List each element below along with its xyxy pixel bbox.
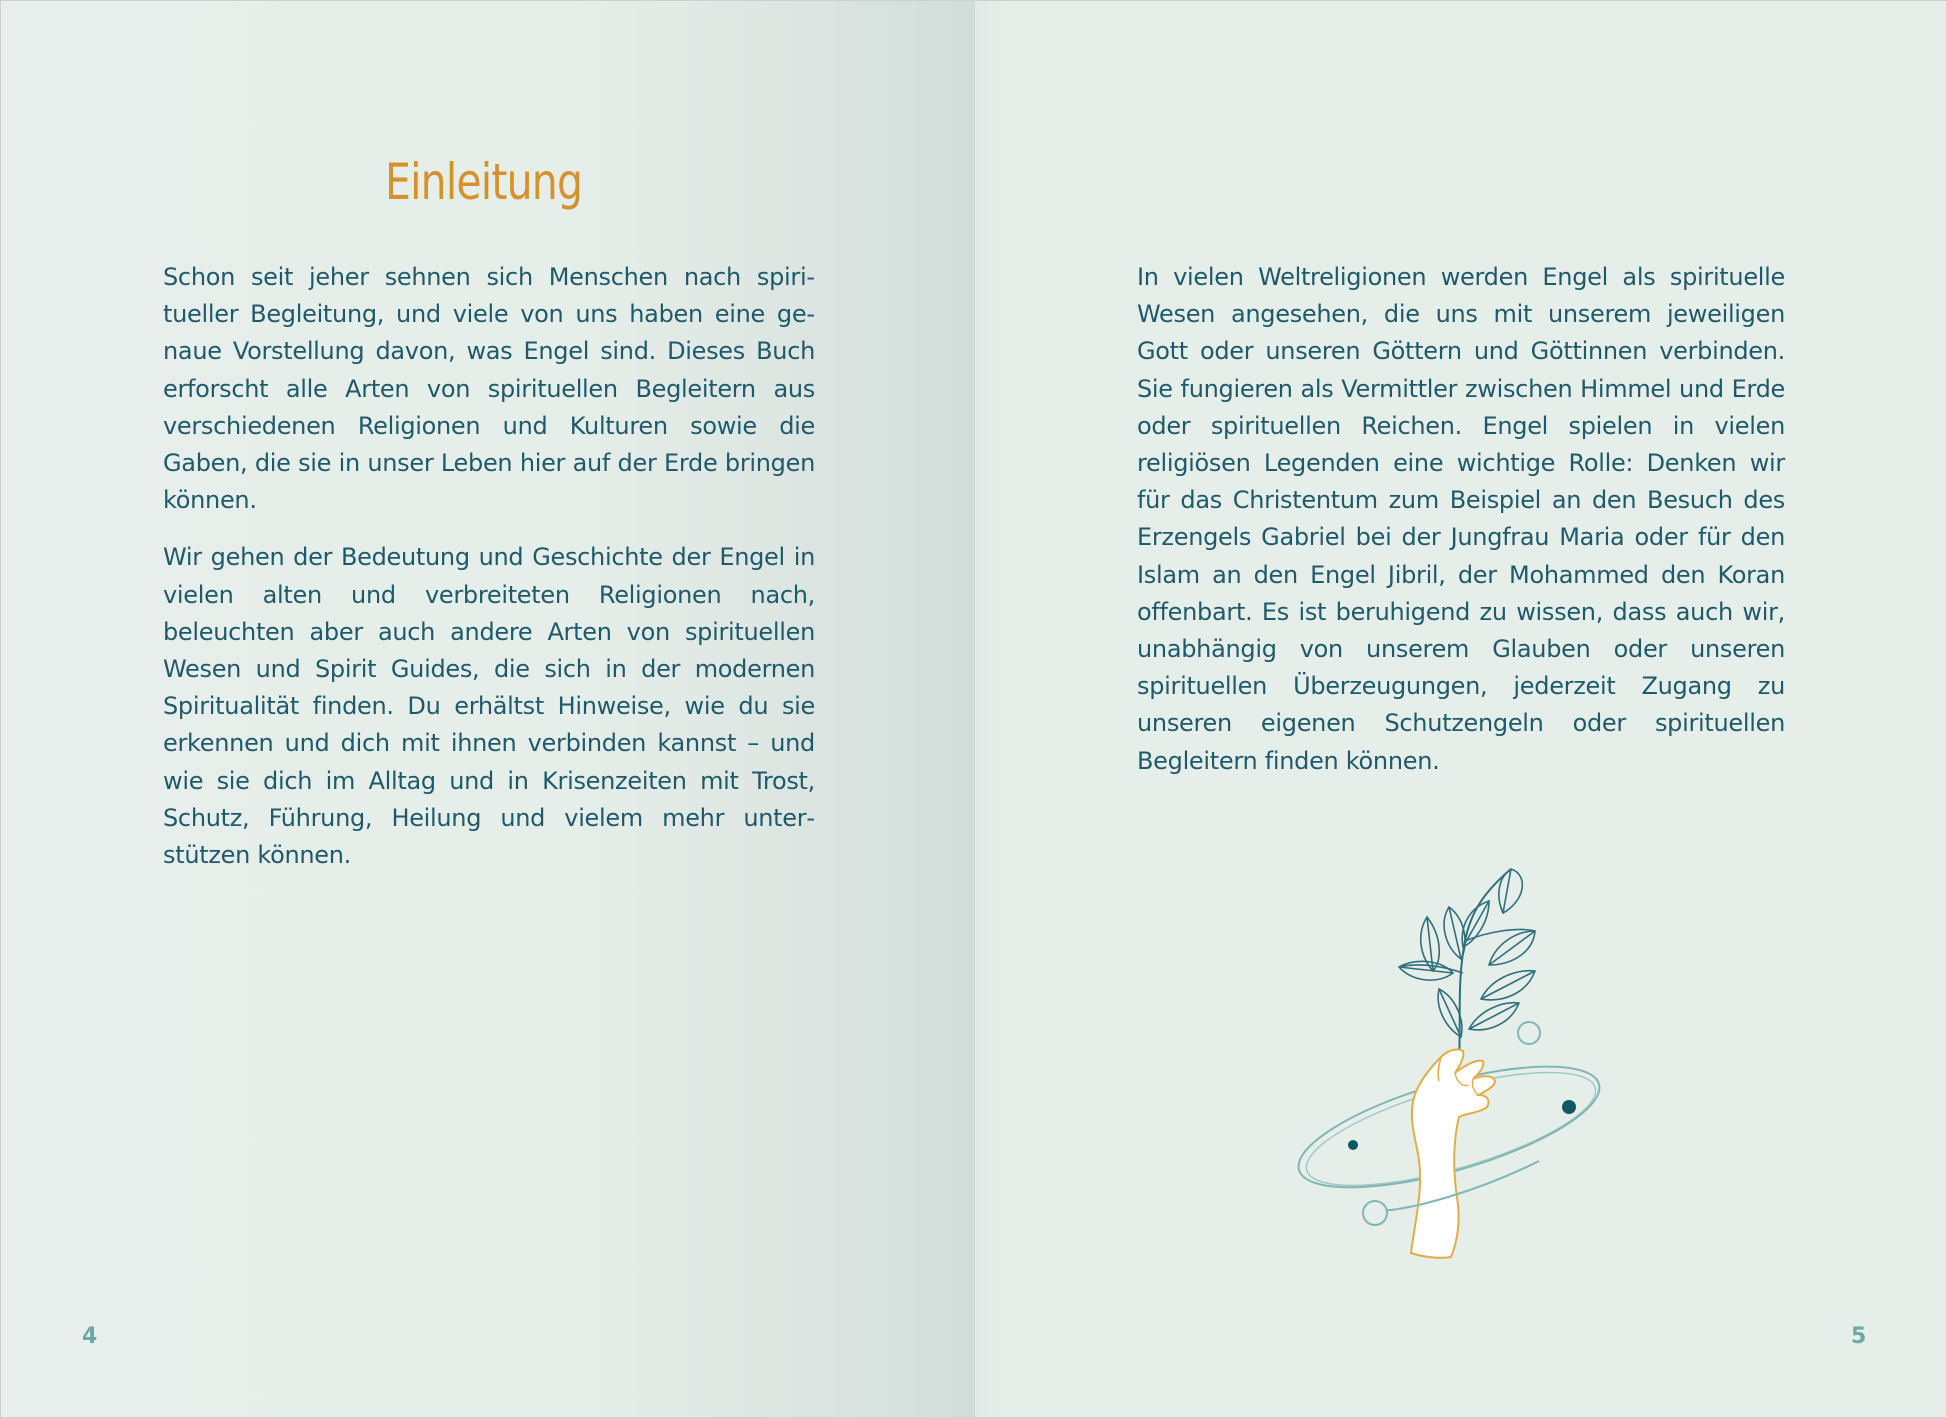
hand-holding-branch-with-orbit-icon <box>1289 861 1605 1259</box>
page-number-right: 5 <box>1851 1324 1867 1349</box>
paragraph: Schon seit jeher sehnen sich Menschen nach spiritueller Begleitung, und viele von uns haben eine genaue Vorstellung davon, was Engel sind. Dieses Buch erforscht alle Arten von spirituellen Begleitern aus verschiedenen Religionen und Kulturen sowie die Gaben, die sie in unser Leben hier auf der Erde bringen können. <box>163 263 815 515</box>
right-body-text <box>1137 259 1785 780</box>
paragraph: Wir gehen der Bedeutung und Geschichte der Engel in vielen alten und verbreiteten Religionen nach, beleuchten aber auch andere Arten von spirituellen Wesen und Spirit Guides, die sich in der modernen Spiritualität finden. Du erhältst Hinweise, wie du sie erkennen und dich mit ihnen verbinden kannst – und wie sie dich im Alltag und in Krisenzeiten mit Trost, Schutz, Führung, Heilung und vielem mehr unterstützen können. <box>163 543 815 870</box>
paragraph: In vielen Weltreligionen werden Engel als spirituelle Wesen angesehen, die uns mit unserem jeweiligen Gott oder unseren Göttern und Göttinnen verbinden. Sie fungieren als Vermittler zwischen Himmel und Erde oder spirituellen Reichen. Engel spielen in vielen religiösen Legenden eine wichtige Rolle: Denken wir für das Christentum zum Beispiel an den Besuch des Erzengels Gabriel bei der Jungfrau Maria oder für den Islam an den Engel Jibril, der Mohammed den Koran offenbart. Es ist beruhigend zu wissen, dass auch wir, unabhängig von unserem Glauben oder unseren spirituellen Überzeugungen, jederzeit Zugang zu unseren eigenen Schutzengeln oder spirituellen Begleitern finden können. <box>1137 263 1785 775</box>
page-heading: Einleitung <box>385 153 583 211</box>
left-body-text <box>163 259 815 874</box>
page-number-left: 4 <box>82 1324 98 1349</box>
left-page <box>1 1 975 1417</box>
